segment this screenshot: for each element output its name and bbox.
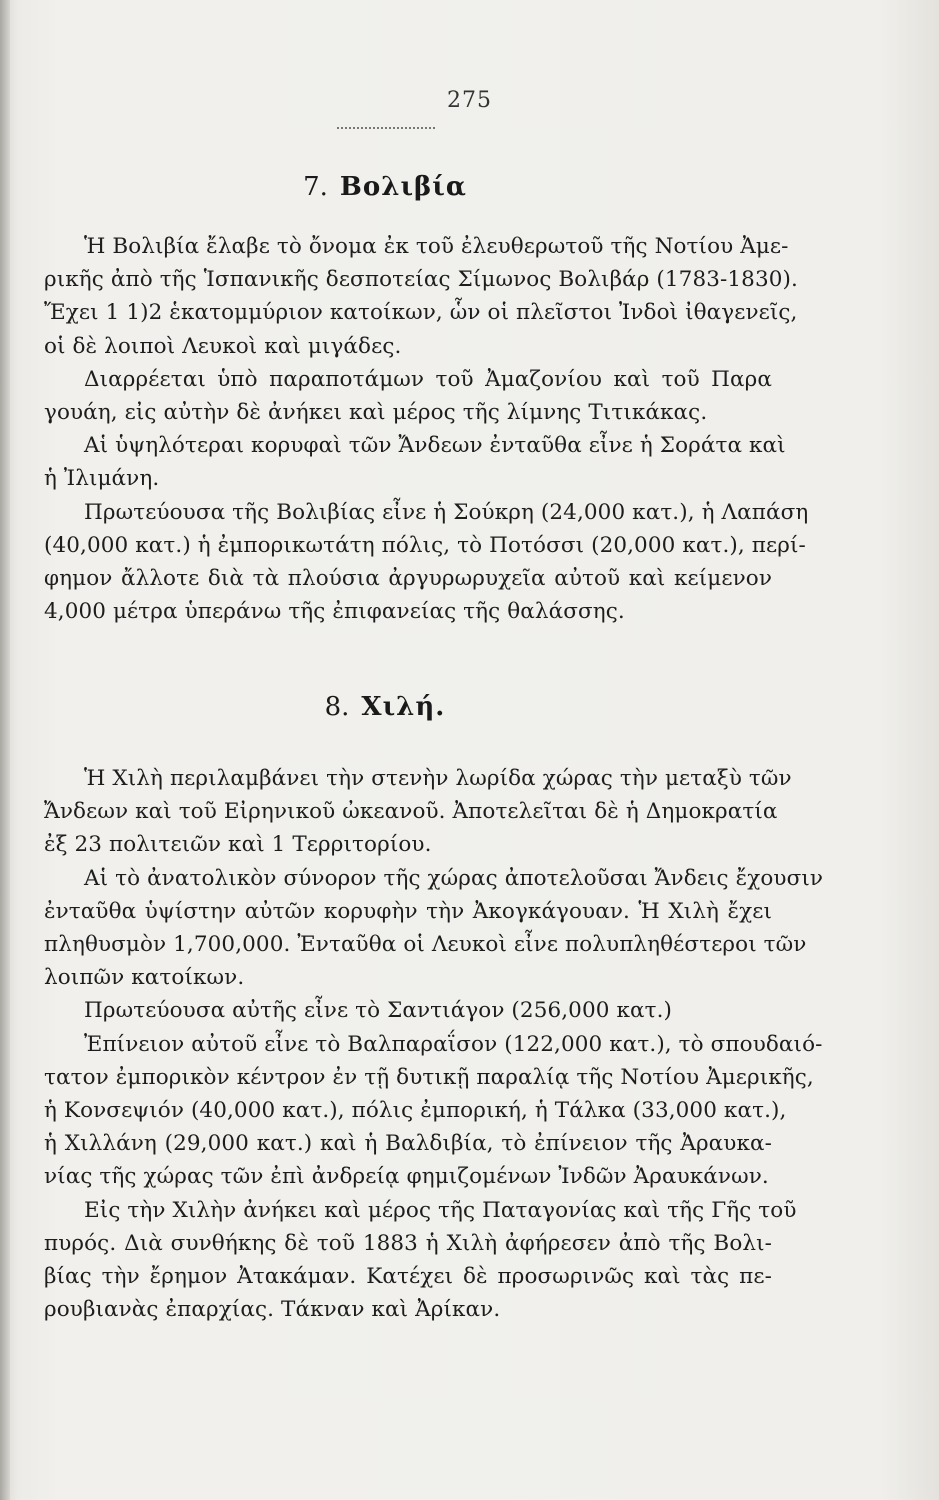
- text-line: Ἔχει 1 1)2 ἑκατομμύριον κατοίκων, ὧν οἱ πλεῖστοι Ἰνδοὶ ἰθαγενεῖς,: [44, 300, 798, 326]
- section-heading-chile: [0, 692, 770, 722]
- text-line: Διαρρέεται ὑπὸ παραποτάμων τοῦ Ἀμαζονίου καὶ τοῦ Παρα: [84, 366, 772, 392]
- text-line: Πρωτεύουσα τῆς Βολιβίας εἶνε ἡ Σούκρη (24,000 κατ.), ἡ Λαπάση: [84, 499, 809, 525]
- section-title: Βολιβία: [339, 172, 467, 202]
- text-line: τατον ἐμπορικὸν κέντρον ἐν τῇ δυτικῇ παραλίᾳ τῆς Νοτίου Ἀμερικῆς,: [44, 1064, 814, 1090]
- section-heading-bolivia: [0, 172, 770, 202]
- section-title: Χιλή.: [361, 692, 446, 722]
- text-line: πυρός. Διὰ συνθήκης δὲ τοῦ 1883 ἡ Χιλὴ ἀφήρεσεν ἀπὸ τῆς Βολι-: [44, 1230, 772, 1256]
- text-line: ἡ Χιλλάνη (29,000 κατ.) καὶ ἡ Βαλδιβία, τὸ ἐπίνειον τῆς Ἀραυκα-: [44, 1131, 772, 1157]
- text-line: ἐνταῦθα ὑψίστην αὐτῶν κορυφὴν τὴν Ἀκογκάγουαν. Ἡ Χιλὴ ἔχει: [44, 898, 772, 924]
- text-line: ἡ Κονσεψιόν (40,000 κατ.), πόλις ἐμπορική, ἡ Τάλκα (33,000 κατ.),: [44, 1098, 787, 1124]
- text-line: βίας τὴν ἔρημον Ἀτακάμαν. Κατέχει δὲ προσωρινῶς καὶ τὰς πε-: [44, 1264, 772, 1290]
- text-line: φημον ἄλλοτε διὰ τὰ πλούσια ἀργυρωρυχεῖα αὐτοῦ καὶ κείμενον: [44, 566, 772, 592]
- section-number: 8.: [324, 692, 350, 722]
- header-rule: [337, 127, 435, 129]
- text-line: ρικῆς ἀπὸ τῆς Ἱσπανικῆς δεσποτείας Σίμωνος Βολιβάρ (1783-1830).: [44, 267, 798, 293]
- text-line: ἐξ 23 πολιτειῶν καὶ 1 Τερριτορίου.: [44, 832, 432, 858]
- text-line: Ἄνδεων καὶ τοῦ Εἰρηνικοῦ ὠκεανοῦ. Ἀποτελεῖται δὲ ἡ Δημοκρατία: [44, 799, 778, 825]
- text-line: Αἱ ὑψηλότεραι κορυφαὶ τῶν Ἄνδεων ἐνταῦθα εἶνε ἡ Σοράτα καὶ: [84, 433, 786, 459]
- text-line: 4,000 μέτρα ὑπεράνω τῆς ἐπιφανείας τῆς θαλάσσης.: [44, 599, 625, 625]
- page-gutter-shadow: [0, 0, 10, 1500]
- text-line: Ἐπίνειον αὐτοῦ εἶνε τὸ Βαλπαραΐσον (122,000 κατ.), τὸ σπουδαιό-: [84, 1031, 823, 1057]
- text-line: πληθυσμὸν 1,700,000. Ἐνταῦθα οἱ Λευκοὶ εἶνε πολυπληθέστεροι τῶν: [44, 932, 807, 958]
- text-line: ρουβιανὰς ἐπαρχίας. Τάκναν καὶ Ἀρίκαν.: [44, 1297, 501, 1323]
- section-number: 7.: [303, 172, 328, 202]
- text-line: Πρωτεύουσα αὐτῆς εἶνε τὸ Σαντιάγον (256,000 κατ.): [84, 998, 673, 1024]
- text-line: ἡ Ἰλιμάνη.: [44, 466, 160, 492]
- section-body-chile: [44, 762, 824, 1326]
- text-line: (40,000 κατ.) ἡ ἐμπορικωτάτη πόλις, τὸ Ποτόσσι (20,000 κατ.), περί-: [44, 532, 806, 558]
- text-line: λοιπῶν κατοίκων.: [44, 965, 245, 991]
- text-line: οἱ δὲ λοιποὶ Λευκοὶ καὶ μιγάδες.: [44, 333, 402, 359]
- text-line: Ἡ Χιλὴ περιλαμβάνει τὴν στενὴν λωρίδα χώρας τὴν μεταξὺ τῶν: [84, 766, 792, 791]
- text-line: νίας τῆς χώρας τῶν ἐπὶ ἀνδρείᾳ φημιζομένων Ἰνδῶν Ἀραυκάνων.: [44, 1164, 769, 1190]
- section-body-bolivia: [44, 230, 809, 628]
- text-line: Εἰς τὴν Χιλὴν ἀνήκει καὶ μέρος τῆς Παταγονίας καὶ τῆς Γῆς τοῦ: [84, 1197, 797, 1223]
- text-line: Ἡ Βολιβία ἔλαβε τὸ ὄνομα ἐκ τοῦ ἐλευθερωτοῦ τῆς Νοτίου Ἀμε-: [84, 234, 789, 259]
- text-line: γουάη, εἰς αὐτὴν δὲ ἀνήκει καὶ μέρος τῆς λίμνης Τιτικάκας.: [44, 400, 708, 426]
- page-number: 275: [447, 88, 492, 113]
- text-line: Αἱ τὸ ἀνατολικὸν σύνορον τῆς χώρας ἀποτελοῦσαι Ἄνδεις ἔχουσιν: [84, 865, 824, 891]
